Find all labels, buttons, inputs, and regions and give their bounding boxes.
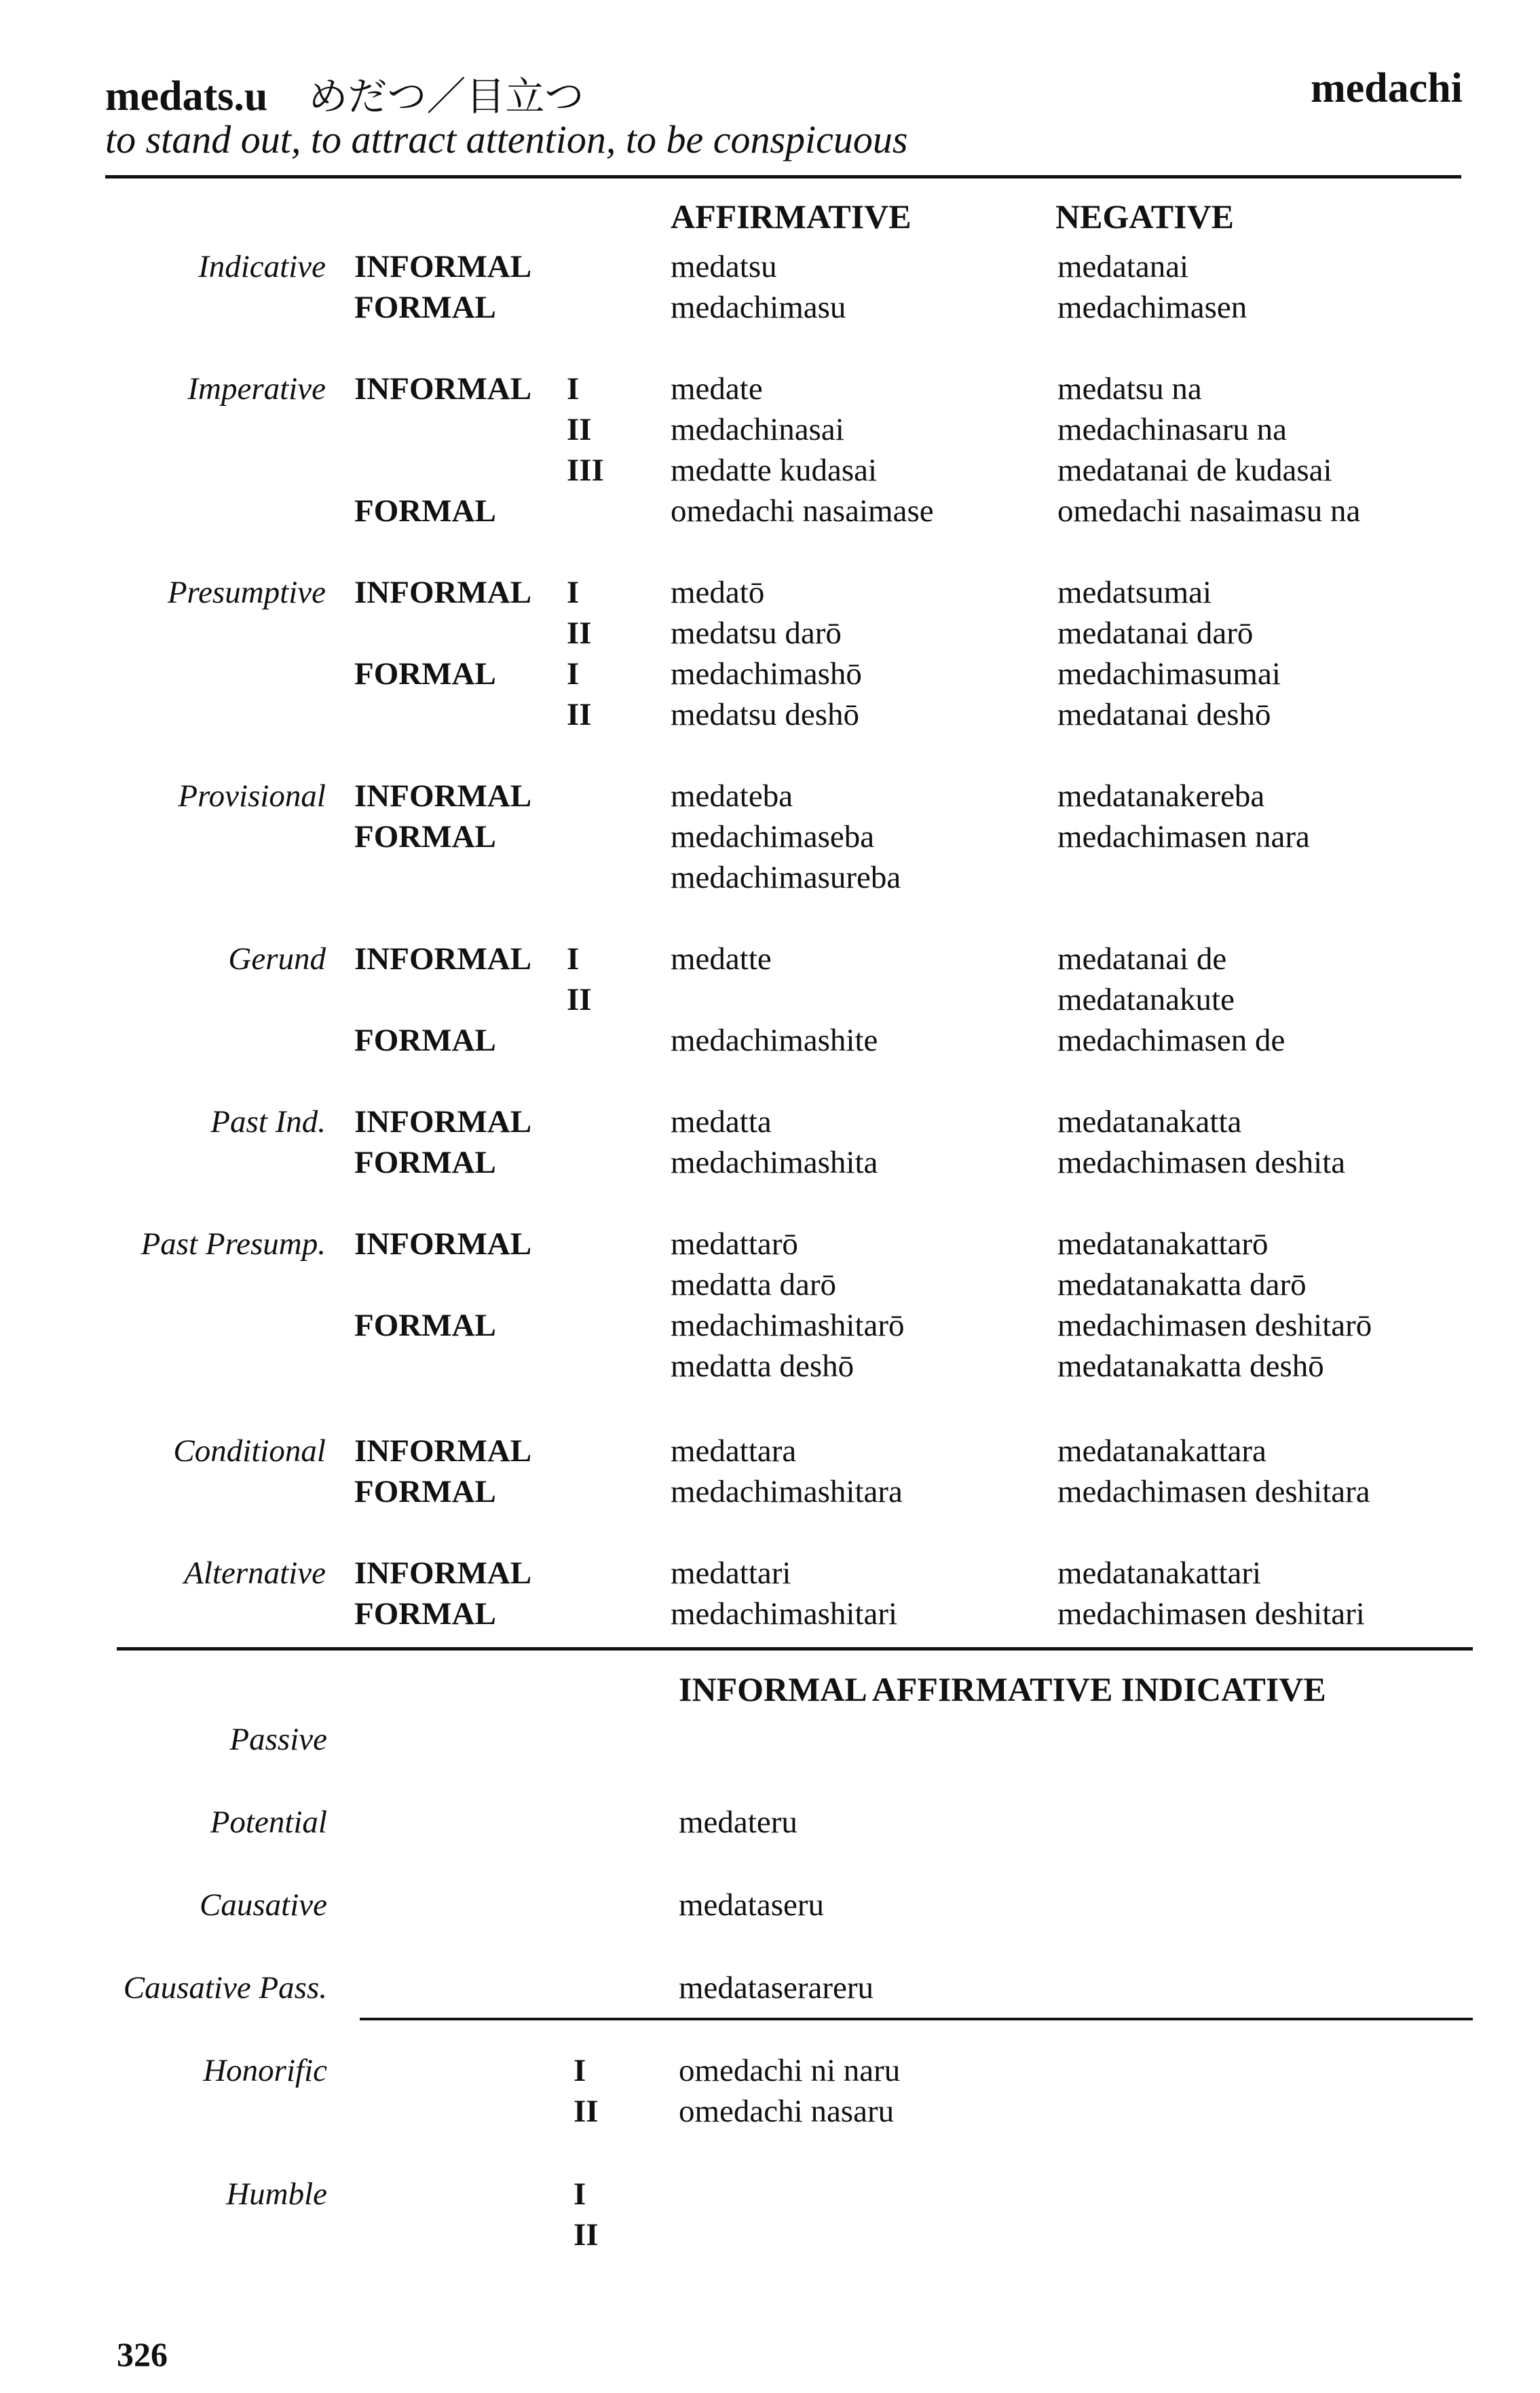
affirmative-form: medachimashō: [671, 656, 862, 692]
derived-label: Causative: [200, 1887, 327, 1923]
mood-label: Conditional: [173, 1433, 326, 1469]
affirmative-form: medatte: [671, 941, 772, 977]
formality-level: INFORMAL: [354, 371, 532, 407]
formality-level: FORMAL: [354, 1145, 496, 1180]
formality-level: INFORMAL: [354, 249, 532, 284]
affirmative-form: medattari: [671, 1556, 791, 1591]
affirmative-form: medatsu darō: [671, 616, 842, 651]
affirmative-form: medate: [671, 371, 763, 407]
negative-form: medatanai: [1057, 249, 1189, 284]
affirmative-heading: AFFIRMATIVE: [671, 197, 912, 235]
negative-form: medatanai darō: [1057, 616, 1254, 651]
derived-label: Humble: [226, 2177, 327, 2212]
variant-number: II: [567, 616, 592, 651]
affirmative-form: medachimashitarō: [671, 1308, 905, 1343]
negative-form: medatanakatta darō: [1057, 1267, 1307, 1302]
formality-level: INFORMAL: [354, 941, 532, 977]
negative-heading: NEGATIVE: [1055, 197, 1235, 235]
negative-form: medatanakatta deshō: [1057, 1349, 1324, 1384]
formality-level: INFORMAL: [354, 778, 532, 814]
formality-level: FORMAL: [354, 290, 496, 325]
verb-kana: めだつ／目立つ: [308, 73, 584, 119]
mood-label: Gerund: [228, 941, 326, 977]
mood-label: Past Ind.: [210, 1104, 326, 1139]
formality-level: FORMAL: [354, 1308, 496, 1343]
formality-level: INFORMAL: [354, 575, 532, 610]
negative-form: medachimasen deshitarō: [1057, 1308, 1372, 1343]
derived-label: Causative Pass.: [123, 1970, 327, 2005]
derived-form: omedachi nasaru: [679, 2094, 895, 2129]
verb-meaning: to stand out, to attract attention, to be conspicuous: [105, 117, 908, 162]
derived-variant-number: II: [574, 2094, 599, 2129]
formality-level: FORMAL: [354, 1474, 496, 1509]
negative-form: medachinasaru na: [1057, 412, 1287, 447]
derived-form: medataserareru: [679, 1970, 874, 2005]
affirmative-form: medachimaseba: [671, 819, 875, 854]
formality-level: FORMAL: [354, 1023, 496, 1058]
formality-level: FORMAL: [354, 819, 496, 854]
affirmative-form: medatte kudasai: [671, 453, 878, 488]
affirmative-form: medateba: [671, 778, 793, 814]
affirmative-form: medachimashite: [671, 1023, 878, 1058]
verb-heading: [105, 64, 584, 121]
derived-variant-number: I: [574, 2177, 586, 2212]
derived-heading: INFORMAL AFFIRMATIVE INDICATIVE: [679, 1670, 1326, 1708]
mood-label: Indicative: [198, 249, 326, 284]
variant-number: I: [567, 575, 580, 610]
negative-form: medachimasen deshita: [1057, 1145, 1346, 1180]
negative-form: medatanai de kudasai: [1057, 453, 1332, 488]
affirmative-form: medatta: [671, 1104, 772, 1139]
derived-form: omedachi ni naru: [679, 2053, 901, 2088]
variant-number: I: [567, 656, 580, 692]
formality-level: FORMAL: [354, 656, 496, 692]
negative-form: medatanakattarō: [1057, 1226, 1269, 1262]
derived-variant-number: I: [574, 2053, 586, 2088]
affirmative-form: medachimashitari: [671, 1596, 898, 1632]
top-rule: [105, 175, 1461, 178]
formality-level: FORMAL: [354, 493, 496, 529]
mood-label: Presumptive: [167, 575, 326, 610]
derived-variant-number: II: [574, 2217, 599, 2253]
affirmative-form: medattarō: [671, 1226, 798, 1262]
affirmative-form: omedachi nasaimase: [671, 493, 934, 529]
variant-number: II: [567, 697, 592, 732]
honorific-rule: [360, 2018, 1473, 2020]
negative-form: medatsumai: [1057, 575, 1212, 610]
negative-form: medatanai deshō: [1057, 697, 1271, 732]
affirmative-form: medatsu: [671, 249, 777, 284]
negative-form: medatanakattara: [1057, 1433, 1266, 1469]
mood-label: Past Presump.: [140, 1226, 326, 1262]
derived-form: medataseru: [679, 1887, 825, 1923]
derived-label: Honorific: [203, 2053, 327, 2088]
mood-label: Alternative: [184, 1556, 326, 1591]
variant-number: I: [567, 371, 580, 407]
affirmative-form: medachimashitara: [671, 1474, 903, 1509]
affirmative-form: medachinasai: [671, 412, 844, 447]
negative-form: medatanakute: [1057, 982, 1235, 1017]
negative-form: medatanakattari: [1057, 1556, 1262, 1591]
affirmative-form: medatō: [671, 575, 765, 610]
variant-number: II: [567, 412, 592, 447]
variant-number: I: [567, 941, 580, 977]
negative-form: medachimasen nara: [1057, 819, 1310, 854]
affirmative-form: medatta darō: [671, 1267, 837, 1302]
negative-form: medachimasen deshitari: [1057, 1596, 1365, 1632]
mood-label: Provisional: [178, 778, 326, 814]
affirmative-form: medatsu deshō: [671, 697, 860, 732]
mood-label: Imperative: [187, 371, 326, 407]
verb-romaji: medats.u: [105, 73, 268, 119]
middle-rule: [117, 1647, 1473, 1651]
page-number: 326: [117, 2335, 168, 2373]
variant-number: III: [567, 453, 604, 488]
derived-label: Passive: [229, 1722, 327, 1757]
verb-stem: medachi: [1311, 65, 1463, 111]
affirmative-form: medachimasureba: [671, 860, 901, 895]
negative-form: medachimasen: [1057, 290, 1247, 325]
formality-level: FORMAL: [354, 1596, 496, 1632]
negative-form: medatanakatta: [1057, 1104, 1242, 1139]
negative-form: medatsu na: [1057, 371, 1202, 407]
negative-form: medatanai de: [1057, 941, 1227, 977]
affirmative-form: medattara: [671, 1433, 797, 1469]
affirmative-form: medatta deshō: [671, 1349, 854, 1384]
affirmative-form: medachimasu: [671, 290, 846, 325]
derived-form: medateru: [679, 1805, 797, 1840]
formality-level: INFORMAL: [354, 1433, 532, 1469]
negative-form: medachimasen deshitara: [1057, 1474, 1370, 1509]
negative-form: medachimasen de: [1057, 1023, 1285, 1058]
negative-form: medachimasumai: [1057, 656, 1281, 692]
derived-label: Potential: [210, 1805, 327, 1840]
formality-level: INFORMAL: [354, 1104, 532, 1139]
formality-level: INFORMAL: [354, 1556, 532, 1591]
negative-form: omedachi nasaimasu na: [1057, 493, 1361, 529]
formality-level: INFORMAL: [354, 1226, 532, 1262]
negative-form: medatanakereba: [1057, 778, 1265, 814]
variant-number: II: [567, 982, 592, 1017]
affirmative-form: medachimashita: [671, 1145, 878, 1180]
